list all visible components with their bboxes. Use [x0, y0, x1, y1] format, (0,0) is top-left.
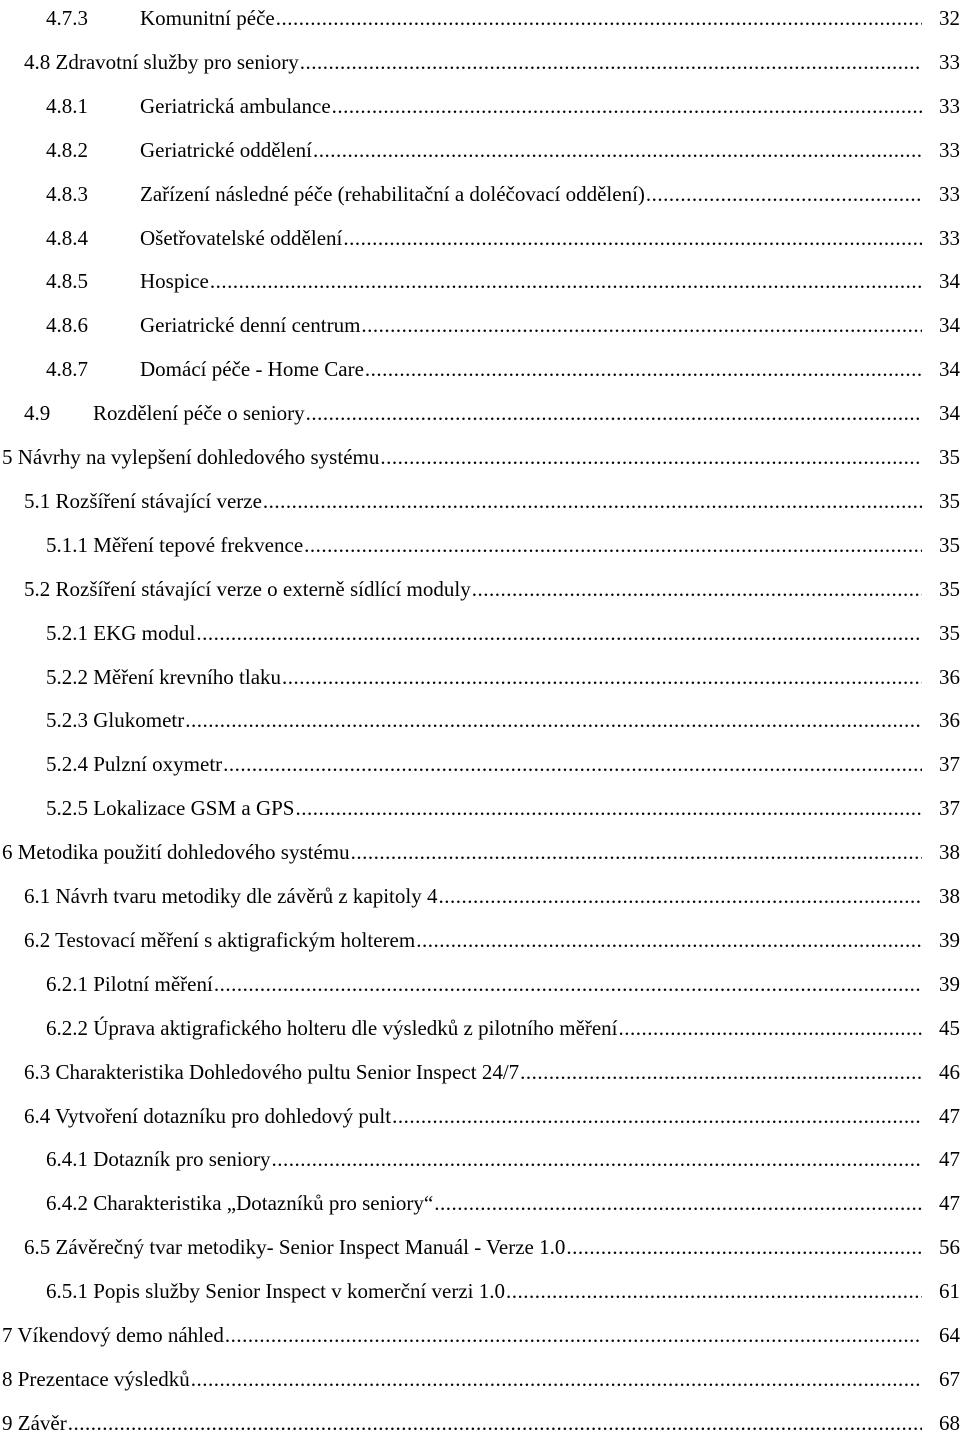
toc-entry-page: 36: [939, 708, 960, 733]
toc-entry-page: 37: [939, 752, 960, 777]
toc-entry-page: 37: [939, 796, 960, 821]
toc-entry[interactable]: [0, 1187, 960, 1219]
toc-entry[interactable]: [0, 134, 960, 166]
dot-leader: [380, 441, 922, 473]
toc-entry-page: 38: [939, 840, 960, 865]
toc-entry-page: 33: [939, 49, 960, 74]
dot-leader: [566, 1231, 922, 1263]
dot-leader: [416, 924, 922, 956]
toc-entry[interactable]: [0, 1407, 960, 1439]
toc-entry-page: 34: [939, 269, 960, 294]
dot-leader: [520, 1056, 922, 1088]
toc-entry[interactable]: [0, 441, 960, 473]
toc-entry[interactable]: [0, 178, 960, 210]
dot-leader: [343, 222, 922, 254]
toc-entry[interactable]: [0, 397, 960, 429]
toc-entry-title: 5.2.1 EKG modul: [46, 617, 195, 649]
toc-entry-page: 33: [939, 225, 960, 250]
toc-entry-page: 32: [939, 6, 960, 30]
toc-entry-title: 5.2.5 Lokalizace GSM a GPS: [46, 792, 294, 824]
toc-entry[interactable]: [0, 617, 960, 649]
toc-entry-page: 64: [939, 1323, 960, 1347]
toc-entry-title: 6.4.1 Dotazník pro seniory: [46, 1143, 271, 1175]
toc-entry-title: 8 Prezentace výsledků: [2, 1363, 190, 1395]
toc-entry-number: 4.8.2: [46, 137, 88, 162]
toc-entry-number: 4.8.6: [46, 313, 88, 338]
toc-entry[interactable]: [0, 880, 960, 912]
toc-entry[interactable]: [0, 1143, 960, 1175]
toc-entry-title: 5 Návrhy na vylepšení dohledového systému: [2, 441, 379, 473]
dot-leader: [506, 1275, 922, 1307]
toc-entry-page: 34: [939, 313, 960, 338]
toc-entry[interactable]: [0, 968, 960, 1000]
toc-entry-page: 33: [939, 93, 960, 118]
toc-entry[interactable]: [0, 265, 960, 297]
toc-entry-title: 5.2.4 Pulzní oxymetr: [46, 748, 222, 780]
dot-leader: [263, 485, 922, 517]
toc-entry[interactable]: [0, 353, 960, 385]
toc-entry-title: 5.2.3 Glukometr: [46, 704, 184, 736]
dot-leader: [646, 178, 922, 210]
toc-entry-title: Geriatrické oddělení: [140, 134, 312, 166]
toc-entry-title: 9 Závěr: [2, 1407, 67, 1439]
toc-entry-title: Komunitní péče: [140, 2, 275, 34]
dot-leader: [351, 836, 922, 868]
toc-entry-page: 47: [939, 1103, 960, 1128]
toc-entry-number: 4.8.4: [46, 225, 88, 250]
dot-leader: [392, 1100, 922, 1132]
toc-entry-title: 6.4.2 Charakteristika „Dotazníků pro seniory“: [46, 1187, 433, 1219]
toc-entry-page: 39: [939, 927, 960, 952]
toc-entry-title: 6.4 Vytvoření dotazníku pro dohledový pult: [24, 1100, 391, 1132]
dot-leader: [223, 748, 922, 780]
toc-entry-title: 6.3 Charakteristika Dohledového pultu Senior Inspect 24/7: [24, 1056, 519, 1088]
toc-entry-number: 4.7.3: [46, 6, 88, 30]
toc-entry[interactable]: [0, 46, 960, 78]
toc-entry-title: Ošetřovatelské oddělení: [140, 222, 342, 254]
dot-leader: [68, 1407, 922, 1439]
toc-entry-title: Hospice: [140, 265, 209, 297]
toc-entry-title: Zařízení následné péče (rehabilitační a doléčovací oddělení): [140, 178, 645, 210]
toc-entry-title: 5.1.1 Měření tepové frekvence: [46, 529, 303, 561]
toc-entry-number: 4.9: [24, 401, 51, 426]
dot-leader: [210, 265, 922, 297]
dot-leader: [619, 1012, 922, 1044]
dot-leader: [300, 46, 922, 78]
toc-entry-title: 6.5 Závěrečný tvar metodiky- Senior Inspect Manuál - Verze 1.0: [24, 1231, 565, 1263]
toc-entry-number: 4.8.5: [46, 269, 88, 294]
toc-entry-title: 6.1 Návrh tvaru metodiky dle závěrů z kapitoly 4: [24, 880, 437, 912]
dot-leader: [361, 309, 922, 341]
toc-entry-page: 35: [939, 576, 960, 601]
toc-entry[interactable]: [0, 573, 960, 605]
dot-leader: [306, 397, 922, 429]
toc-entry-page: 33: [939, 181, 960, 206]
toc-entry[interactable]: [0, 222, 960, 254]
toc-entry[interactable]: [0, 485, 960, 517]
toc-entry-title: Rozdělení péče o seniory: [93, 397, 305, 429]
toc-entry-title: 5.1 Rozšíření stávající verze: [24, 485, 262, 517]
toc-entry[interactable]: [0, 529, 960, 561]
dot-leader: [282, 661, 922, 693]
toc-entry[interactable]: [0, 1231, 960, 1263]
toc-entry[interactable]: [0, 924, 960, 956]
toc-entry[interactable]: [0, 1100, 960, 1132]
dot-leader: [313, 134, 922, 166]
dot-leader: [434, 1187, 922, 1219]
dot-leader: [185, 704, 922, 736]
toc-entry-page: 36: [939, 664, 960, 689]
toc-entry[interactable]: [0, 1319, 960, 1351]
dot-leader: [272, 1143, 922, 1175]
toc-entry-page: 34: [939, 401, 960, 426]
toc-entry-title: Domácí péče - Home Care: [140, 353, 364, 385]
toc-entry[interactable]: [0, 309, 960, 341]
dot-leader: [225, 1319, 922, 1351]
dot-leader: [438, 880, 922, 912]
toc-entry-title: 4.8 Zdravotní služby pro seniory: [24, 46, 299, 78]
toc-entry[interactable]: [0, 1012, 960, 1044]
toc-entry-title: 6.2.1 Pilotní měření: [46, 968, 213, 1000]
toc-entry[interactable]: [0, 90, 960, 122]
toc-entry-page: 67: [939, 1366, 960, 1391]
toc-entry-title: Geriatrické denní centrum: [140, 309, 360, 341]
toc-entry-page: 33: [939, 137, 960, 162]
toc-entry-page: 35: [939, 445, 960, 469]
toc-entry-title: 5.2 Rozšíření stávající verze o externě sídlící moduly: [24, 573, 471, 605]
toc-entry[interactable]: [0, 661, 960, 693]
toc-entry-page: 47: [939, 1191, 960, 1216]
toc-entry-page: 47: [939, 1147, 960, 1172]
toc-entry-title: 5.2.2 Měření krevního tlaku: [46, 661, 281, 693]
toc-entry-page: 38: [939, 884, 960, 908]
toc-entry-number: 4.8.7: [46, 357, 88, 382]
toc-entry[interactable]: [0, 1275, 960, 1307]
toc-entry-page: 35: [939, 532, 960, 557]
toc-entry[interactable]: [0, 704, 960, 736]
dot-leader: [276, 2, 922, 34]
dot-leader: [472, 573, 922, 605]
toc-entry-number: 4.8.3: [46, 181, 88, 206]
toc-entry-page: 61: [939, 1279, 960, 1304]
toc-entry-title: 6.2 Testovací měření s aktigrafickým holterem: [24, 924, 415, 956]
dot-leader: [214, 968, 922, 1000]
toc-entry-title: 6.5.1 Popis služby Senior Inspect v komerční verzi 1.0: [46, 1275, 505, 1307]
toc-entry[interactable]: [0, 836, 960, 868]
dot-leader: [196, 617, 922, 649]
toc-entry-title: 6.2.2 Úprava aktigrafického holteru dle výsledků z pilotního měření: [46, 1012, 618, 1044]
toc-entry-page: 45: [939, 1015, 960, 1040]
dot-leader: [365, 353, 922, 385]
toc-entry[interactable]: [0, 1363, 960, 1395]
toc-entry-number: 4.8.1: [46, 93, 88, 118]
toc-entry-title: Geriatrická ambulance: [140, 90, 331, 122]
toc-entry-page: 35: [939, 488, 960, 513]
dot-leader: [295, 792, 922, 824]
dot-leader: [191, 1363, 922, 1395]
toc-entry-page: 68: [939, 1410, 960, 1435]
toc-entry-page: 46: [939, 1059, 960, 1084]
toc-entry-page: 56: [939, 1235, 960, 1260]
toc-entry-page: 34: [939, 357, 960, 382]
toc-entry[interactable]: [0, 2, 960, 34]
dot-leader: [304, 529, 922, 561]
dot-leader: [332, 90, 922, 122]
toc-entry-page: 35: [939, 620, 960, 645]
toc-entry-page: 39: [939, 971, 960, 996]
toc-entry[interactable]: [0, 748, 960, 780]
toc-entry[interactable]: [0, 792, 960, 824]
toc-entry[interactable]: [0, 1056, 960, 1088]
toc-entry-title: 6 Metodika použití dohledového systému: [2, 836, 350, 868]
toc-entry-title: 7 Víkendový demo náhled: [2, 1319, 224, 1351]
